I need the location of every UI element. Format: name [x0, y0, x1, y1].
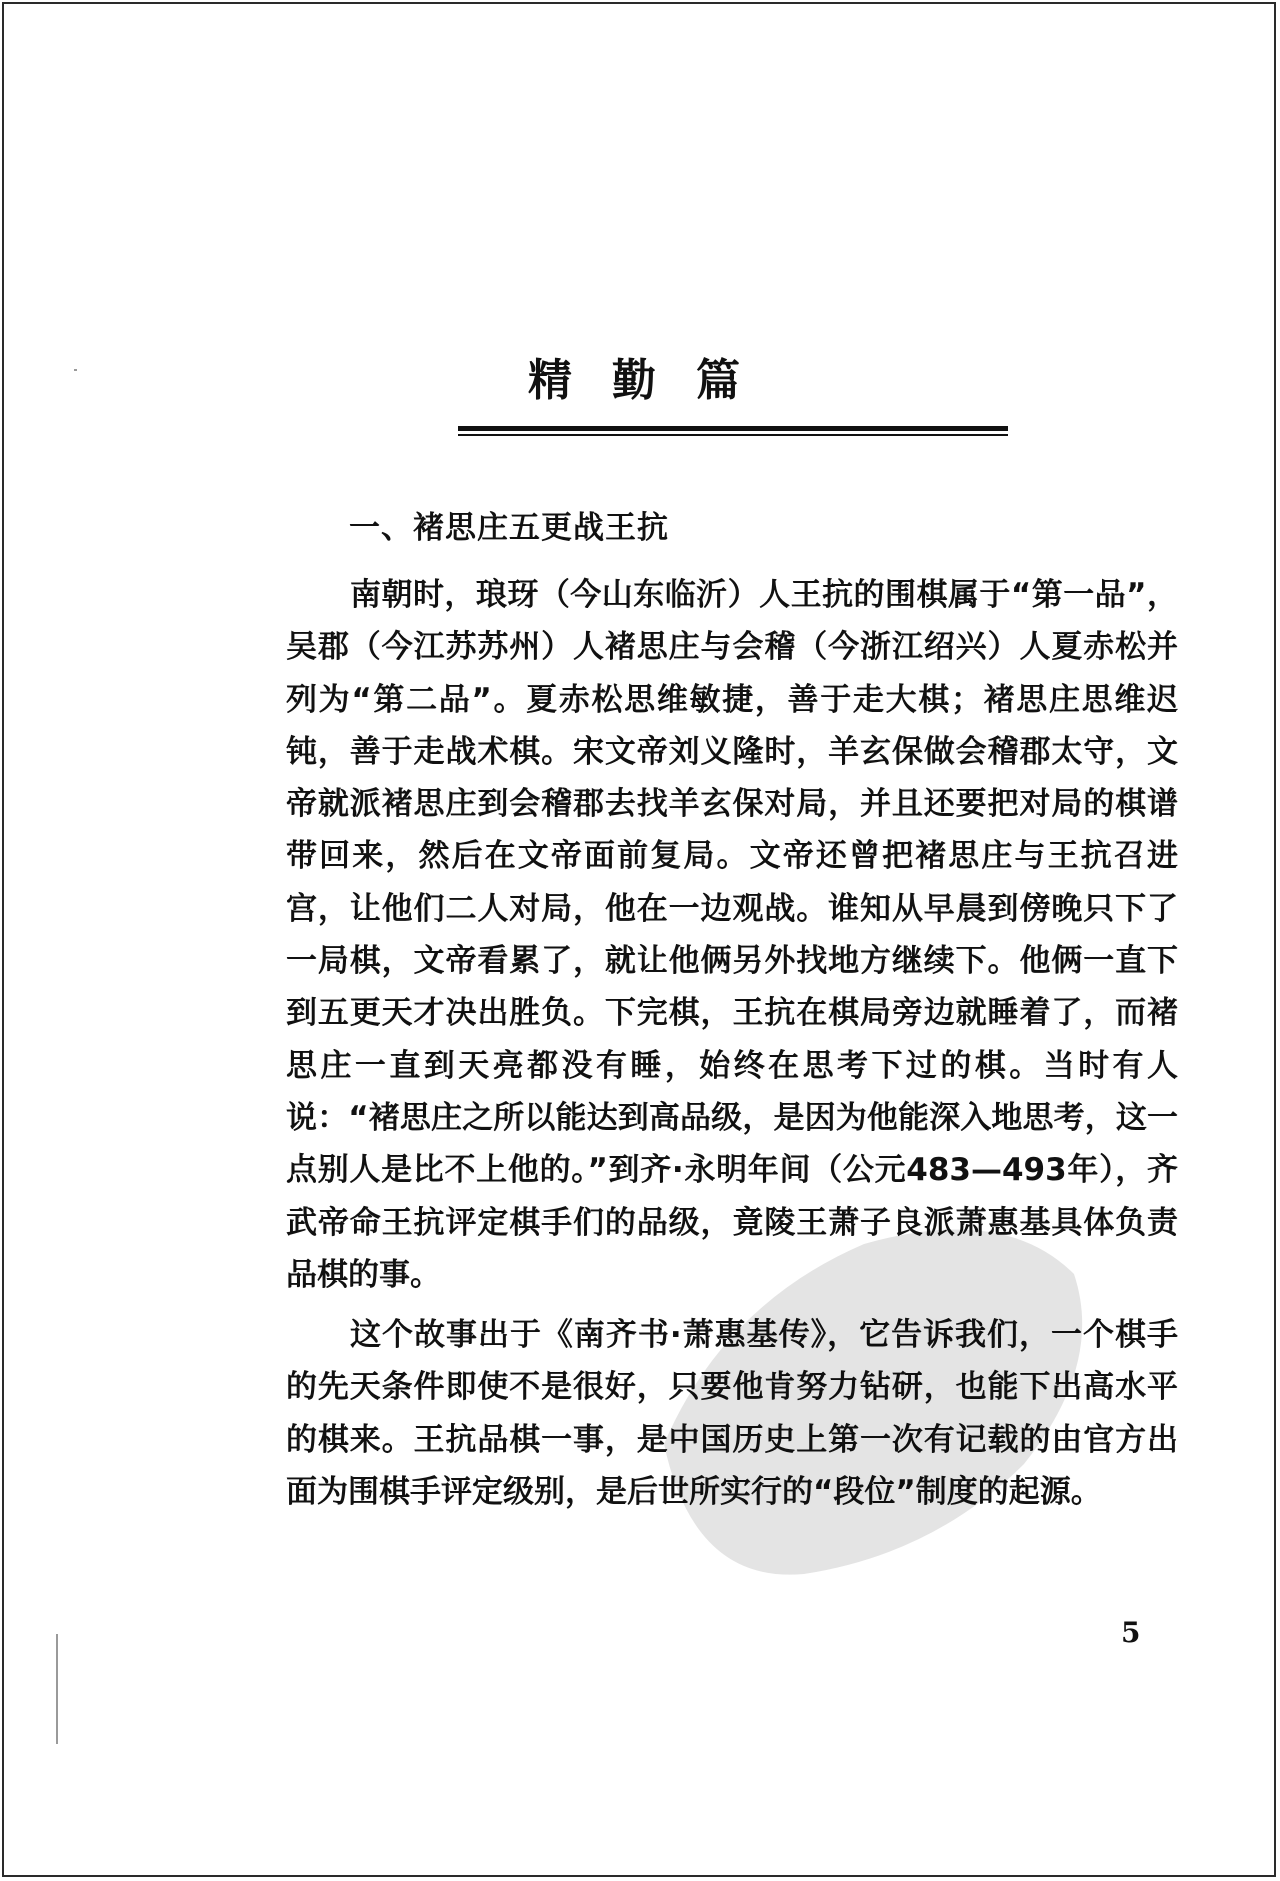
rule-thin	[458, 434, 1008, 436]
page-frame	[2, 2, 1276, 1877]
body-text	[286, 569, 1178, 1518]
scan-artifact-line	[56, 1634, 58, 1744]
paragraph-2: 这个故事出于《南齐书·萧惠基传》，它告诉我们，一个棋手的先天条件即使不是很好，只要他肯努力钻研，也能下出高水平的棋来。王抗品棋一事，是中国历史上第一次有记载的由官方出面为围棋手评定级别，是后世所实行的“段位”制度的起源。	[286, 1317, 1178, 1511]
scan-artifact-dot	[74, 369, 77, 371]
section-heading: 一、褚思庄五更战王抗	[349, 510, 669, 546]
page-number: 5	[1121, 1616, 1141, 1649]
title-double-rule	[458, 426, 1008, 436]
paragraph-1: 南朝时，琅玡（今山东临沂）人王抗的围棋属于“第一品”，吴郡（今江苏苏州）人褚思庄与会稽（今浙江绍兴）人夏赤松并列为“第二品”。夏赤松思维敏捷，善于走大棋；褚思庄思维迟钝，善于走战术棋。宋文帝刘义隆时，羊玄保做会稽郡太守，文帝就派褚思庄到会稽郡去找羊玄保对局，并且还要把对局的棋谱带回来，然后在文帝面前复局。文帝还曾把褚思庄与王抗召进宫，让他们二人对局，他在一边观战。谁知从早晨到傍晚只下了一局棋，文帝看累了，就让他俩另外找地方继续下。他俩一直下到五更天才决出胜负。下完棋，王抗在棋局旁边就睡着了，而褚思庄一直到天亮都没有睡，始终在思考下过的棋。当时有人说：“褚思庄之所以能达到高品级，是因为他能深入地思考，这一点别人是比不上他的。”到齐·永明年间（公元483—493年），齐武帝命王抗评定棋手们的品级，竟陵王萧子良派萧惠基具体负责品棋的事。	[286, 577, 1178, 1293]
rule-thick	[458, 426, 1008, 431]
chapter-title: 精勤篇	[528, 355, 780, 406]
